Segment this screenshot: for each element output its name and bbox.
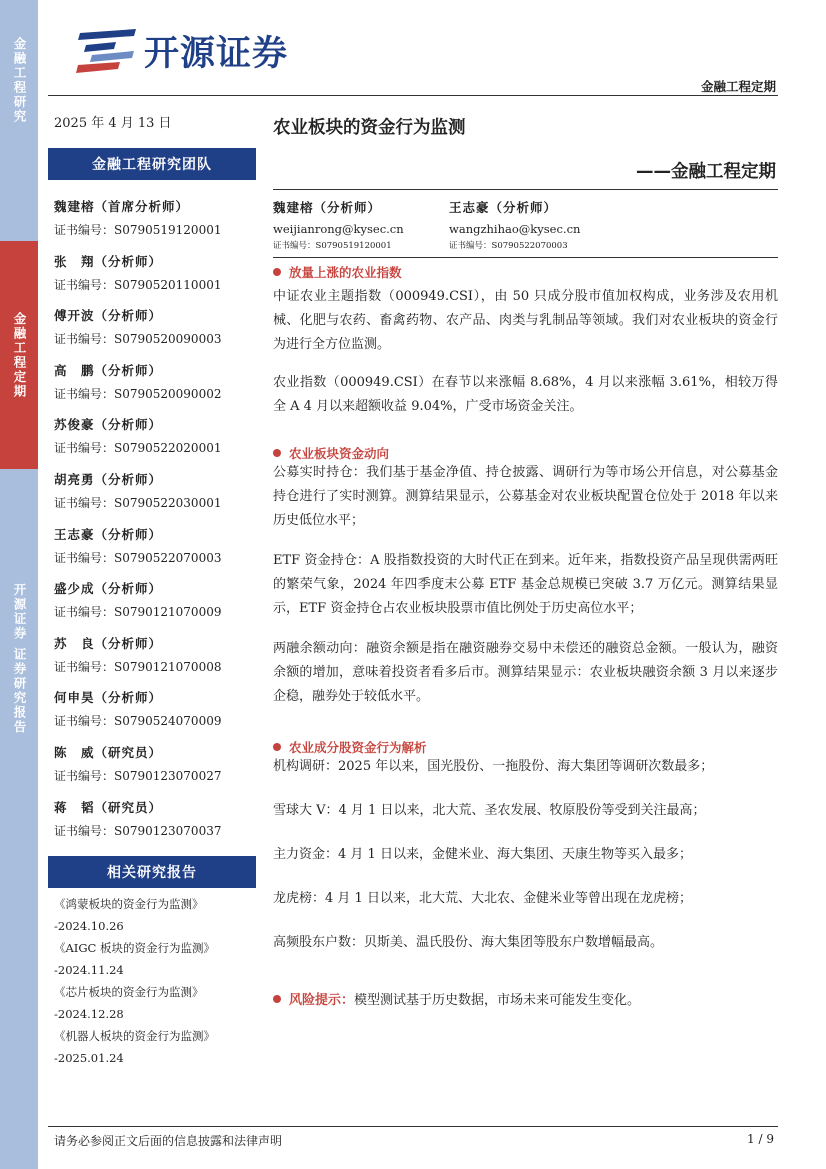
bullet-icon (273, 743, 281, 751)
footer-divider (48, 1126, 778, 1127)
author-divider (273, 257, 778, 258)
risk-text: 模型测试基于历史数据，市场未来可能发生变化。 (354, 993, 641, 1008)
paragraph: 机构调研：2025 年以来，国光股份、一拖股份、海大集团等调研次数最多； (273, 759, 714, 774)
author-email: weijianrong@kysec.cn (273, 222, 404, 236)
header-divider (48, 95, 778, 96)
section-heading-text: 农业板块资金动向 (289, 446, 390, 461)
related-line: -2024.12.28 (54, 1007, 124, 1021)
section-heading (273, 444, 389, 462)
analyst-entry (54, 798, 254, 839)
analyst-entry (54, 197, 254, 238)
analyst-name: 傅开波（分析师） (54, 308, 163, 324)
related-line: 《机器人板块的资金行为监测》 (54, 1029, 215, 1043)
author-name: 魏建榕（分析师） (273, 200, 382, 215)
analyst-name: 魏建榕（首席分析师） (54, 199, 190, 214)
risk-note (273, 989, 640, 1008)
risk-label: 风险提示： (289, 993, 355, 1008)
bullet-icon (273, 995, 281, 1003)
analyst-cert: 证书编号：S0790522070003 (54, 550, 222, 565)
analyst-name: 盛少成（分析师） (54, 581, 163, 597)
analyst-cert: 证书编号：S0790522030001 (54, 496, 222, 510)
report-date: 2025 年 4 月 13 日 (54, 116, 172, 131)
footer-disclaimer: 请务必参阅正文后面的信息披露和法律声明 (54, 1134, 283, 1148)
related-line: -2024.10.26 (54, 919, 124, 933)
side-band-bottom (0, 469, 38, 1169)
author-block (273, 198, 404, 251)
author-cert: 证书编号：S0790519120001 (273, 241, 392, 251)
bullet-icon (273, 268, 281, 276)
side-band-top (0, 0, 38, 241)
section-heading (273, 738, 427, 756)
side-band-bottom-label: 开源证券 证券研究报告 (12, 583, 27, 735)
analyst-name: 王志豪（分析师） (54, 526, 163, 542)
related-reports (54, 893, 259, 1069)
analyst-name: 何申昊（分析师） (54, 690, 163, 706)
related-line: -2024.11.24 (54, 963, 124, 977)
page-title: 农业板块的资金行为监测 (273, 118, 466, 138)
paragraph: 公募实时持仓：我们基于基金净值、持仓披露、调研行为等市场公开信息，对公募基金持仓进行了实时测算。测算结果显示，公募基金对农业板块配置仓位处于 2018 年以来历史低位水平； (273, 465, 778, 528)
analyst-cert: 证书编号：S0790520110001 (54, 277, 222, 292)
paragraph: 农业指数（000949.CSI）在春节以来涨幅 8.68%，4 月以来涨幅 3.61%，相较万得全 A 4 月以来超额收益 9.04%，广受市场资金关注。 (273, 375, 778, 414)
analyst-entry (54, 252, 254, 293)
related-line: -2025.01.24 (54, 1051, 124, 1065)
analyst-name: 胡亮勇（分析师） (54, 472, 163, 487)
analyst-entry (54, 525, 254, 566)
page-number: 1 / 9 (747, 1132, 774, 1146)
analyst-entry (54, 634, 254, 675)
paragraph: 雪球大 V：4 月 1 日以来，北大荒、圣农发展、牧原股份等受到关注最高； (273, 803, 706, 818)
paragraph: 高频股东户数：贝斯美、温氏股份、海大集团等股东户数增幅最高。 (273, 935, 664, 950)
analyst-name: 苏俊豪（分析师） (54, 417, 163, 433)
author-name: 王志豪（分析师） (449, 200, 558, 215)
analyst-name: 张 翔（分析师） (54, 253, 163, 269)
paragraph: 龙虎榜：4 月 1 日以来，北大荒、大北农、金健米业等曾出现在龙虎榜； (273, 891, 692, 906)
author-block (449, 198, 580, 251)
analyst-entry (54, 688, 254, 729)
paragraph: 主力资金：4 月 1 日以来，金健米业、海大集团、天康生物等买入最多； (273, 847, 692, 862)
analyst-name: 陈 威（研究员） (54, 745, 163, 760)
paragraph: 两融余额动向：融资余额是指在融资融券交易中未偿还的融资总金额。一般认为，融资余额的增加，意味着投资者看多后市。测算结果显示：农业板块融资余额 3 月以来逐步企稳，融券处于较低水平。 (273, 641, 778, 704)
author-email: wangzhihao@kysec.cn (449, 222, 581, 236)
related-title: 相关研究报告 (48, 856, 256, 888)
page-subtitle: ——金融工程定期 (636, 162, 776, 182)
analyst-cert: 证书编号：S0790121070008 (54, 659, 222, 674)
analyst-name: 苏 良（分析师） (54, 635, 163, 651)
analyst-name: 高 鹏（分析师） (54, 362, 163, 378)
analyst-cert: 证书编号：S0790522020001 (54, 441, 222, 456)
brand-logo (76, 26, 288, 76)
bullet-icon (273, 449, 281, 457)
author-cert: 证书编号：S0790522070003 (449, 241, 568, 251)
section-heading-text: 放量上涨的农业指数 (289, 265, 402, 280)
related-line: 《芯片板块的资金行为监测》 (54, 985, 204, 999)
section-heading-text: 农业成分股资金行为解析 (289, 740, 427, 755)
analyst-entry (54, 743, 254, 784)
side-band-middle (0, 241, 38, 469)
analyst-entry (54, 415, 254, 456)
team-title: 金融工程研究团队 (48, 148, 256, 180)
title-divider (273, 189, 778, 190)
paragraph: ETF 资金持仓：A 股指数投资的大时代正在到来。近年来，指数投资产品呈现供需两旺的繁荣气象，2024 年四季度末公募 ETF 基金总规模已突破 3.7 万亿元。测算结果显示，ETF 资金持仓占农业板块股票市值比例处于历史高位水平； (273, 553, 778, 616)
brand-name: 开源证券 (144, 34, 289, 74)
analyst-cert: 证书编号：S0790121070009 (54, 605, 222, 620)
related-line: 《AIGC 板块的资金行为监测》 (54, 941, 215, 955)
logo-mark-icon (76, 29, 138, 73)
analyst-entry (54, 306, 254, 347)
analyst-cert: 证书编号：S0790520090003 (54, 332, 222, 347)
analyst-cert: 证书编号：S0790524070009 (54, 714, 222, 729)
analyst-name: 蒋 韬（研究员） (54, 799, 163, 815)
analyst-entry (54, 579, 254, 620)
analyst-entry (54, 470, 254, 511)
analyst-cert: 证书编号：S0790123070027 (54, 769, 222, 783)
paragraph: 中证农业主题指数（000949.CSI），由 50 只成分股市值加权构成，业务涉及农用机械、化肥与农药、畜禽药物、农产品、肉类与乳制品等领域。我们对农业板块的资金行为进行全方位监测。 (273, 289, 778, 352)
report-type-label: 金融工程定期 (700, 79, 776, 94)
section-heading (273, 263, 402, 281)
analyst-cert: 证书编号：S0790519120001 (54, 223, 222, 237)
analyst-cert: 证书编号：S0790520090002 (54, 386, 222, 401)
side-band-middle-label: 金融工程定期 (12, 311, 27, 399)
analyst-entry (54, 361, 254, 402)
analyst-cert: 证书编号：S0790123070037 (54, 823, 222, 838)
related-line: 《鸿蒙板块的资金行为监测》 (54, 897, 204, 911)
side-band-top-label: 金融工程研究 (12, 37, 27, 124)
